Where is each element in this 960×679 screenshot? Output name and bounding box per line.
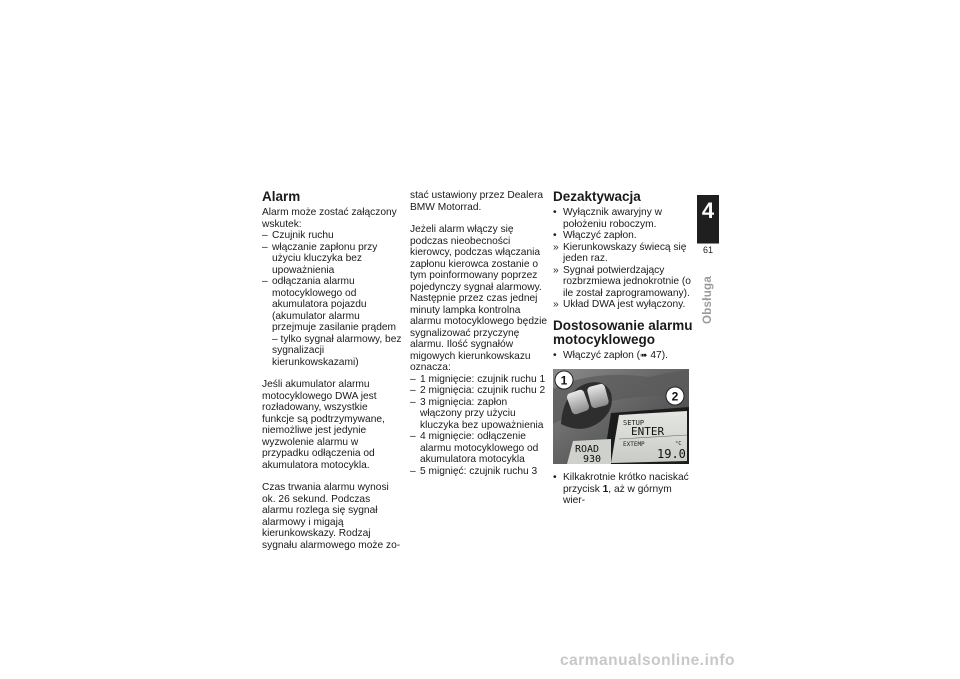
trigger-item: – Czujnik ruchu xyxy=(262,230,402,242)
page-reference-arrow-icon: ➠ xyxy=(640,349,648,360)
blink-item: – 2 mignięcia: czujnik ruchu 2 xyxy=(410,385,548,397)
handlebar-photo-svg xyxy=(553,369,689,464)
deact-result: » Sygnał potwierdzający rozbrzmiewa jednokrotnie (o ile został zaprogramowany). xyxy=(553,265,693,300)
adjust-step xyxy=(553,350,693,362)
adjust-steps xyxy=(553,350,693,362)
deact-step: • Włączyć zapłon. xyxy=(553,230,693,242)
blink-item: – 5 mignięć: czujnik ruchu 3 xyxy=(410,466,548,478)
page-number: 61 xyxy=(702,245,713,255)
adjust-step-text: 47). xyxy=(647,349,668,361)
lcd-extemp: EXTEMP xyxy=(623,441,645,448)
heading-deactivation: Dezaktywacja xyxy=(553,189,641,204)
trigger-item: – włączanie zapłonu przy użyciu kluczyka bez upoważnienia xyxy=(262,242,402,277)
adjust-step-text: Włączyć zapłon ( xyxy=(563,349,640,361)
alarm-intro: Alarm może zostać załączony wskutek: xyxy=(262,207,397,230)
deact-result: » Kierunkowskazy świecą się jeden raz. xyxy=(553,242,693,265)
blink-item: – 4 mignięcie: odłączenie alarmu motocyklowego od akumulatora motocykla xyxy=(410,431,548,466)
deactivation-steps xyxy=(553,207,693,311)
lcd-enter: ENTER xyxy=(631,425,665,438)
column-3 xyxy=(553,190,693,507)
callout-1: 1 xyxy=(560,373,568,388)
adjust-step-text: Kilkakrotnie krótko naciskać przycisk xyxy=(563,472,689,495)
battery-paragraph: Jeśli akumulator alarmu motocyklowego DWA jest rozładowany, wszystkie funkcje są podtrzymywane, niemożliwe jest jedynie wyzwolenie alarmu w przypadku odłączenia od akumulatora motocykla. xyxy=(262,379,385,471)
heading-adjust-alarm: Dostosowanie alarmu motocyklowego xyxy=(553,317,693,347)
duration-paragraph: Czas trwania alarmu wynosi ok. 26 sekund. Podczas alarmu rozlega się sygnał alarmowy i migają kierunkowskazy. Rodzaj sygnału alarmowego może zo- xyxy=(262,482,401,551)
watermark: carmanualsonline.info xyxy=(560,652,736,669)
column-2 xyxy=(410,190,548,477)
blink-item: – 3 mignięcia: zapłon włączony przy użyciu kluczyka bez upoważnienia xyxy=(410,397,548,432)
trigger-item: – odłączania alarmu motocyklowego od akumulatora pojazdu (akumulator alarmu przejmuje zasilanie prądem – tylko sygnał alarmowy, bez sygnalizacji kierunkowskazami) xyxy=(262,276,402,368)
section-label: Obsługa xyxy=(702,275,714,325)
lcd-odometer: 930 xyxy=(583,454,602,464)
lcd-road: ROAD xyxy=(575,444,600,455)
callout-2: 2 xyxy=(671,389,679,404)
continued-paragraph: stać ustawiony przez Dealera BMW Motorrad. xyxy=(410,190,544,213)
deact-step: • Wyłącznik awaryjny w położeniu roboczym. xyxy=(553,207,693,230)
button-ref: 1 xyxy=(602,483,609,495)
blink-list xyxy=(410,374,548,478)
adjust-step-text: , aż w górnym wier- xyxy=(563,483,672,506)
lcd-unit: °C xyxy=(675,441,682,447)
lcd-temperature: 19.0 xyxy=(657,447,686,461)
handlebar-display-photo xyxy=(553,369,689,464)
trigger-list xyxy=(262,230,402,368)
adjust-step xyxy=(553,472,693,507)
chapter-tab xyxy=(697,195,719,243)
deact-result: » Układ DWA jest wyłączony. xyxy=(553,299,693,311)
column-1 xyxy=(262,190,402,551)
adjust-steps-continued xyxy=(553,472,693,507)
heading-alarm: Alarm xyxy=(262,189,301,204)
blink-item: – 1 mignięcie: czujnik ruchu 1 xyxy=(410,374,548,386)
chapter-number: 4 xyxy=(701,198,715,223)
lcd-setup: SETUP xyxy=(623,419,645,427)
blink-paragraph: Jeżeli alarm włączy się podczas nieobecności kierowcy, podczas włączania zapłonu kierowca zostanie o tym poinformowany poprzez pojedynczy sygnał alarmowy. Następnie przez czas jednej minuty lampka kontrolna alarmu motocyklowego będzie sygnalizować przyczynę alarmu. Ilość sygnałów migowych kierunkowskazu oznacza: xyxy=(410,224,548,373)
